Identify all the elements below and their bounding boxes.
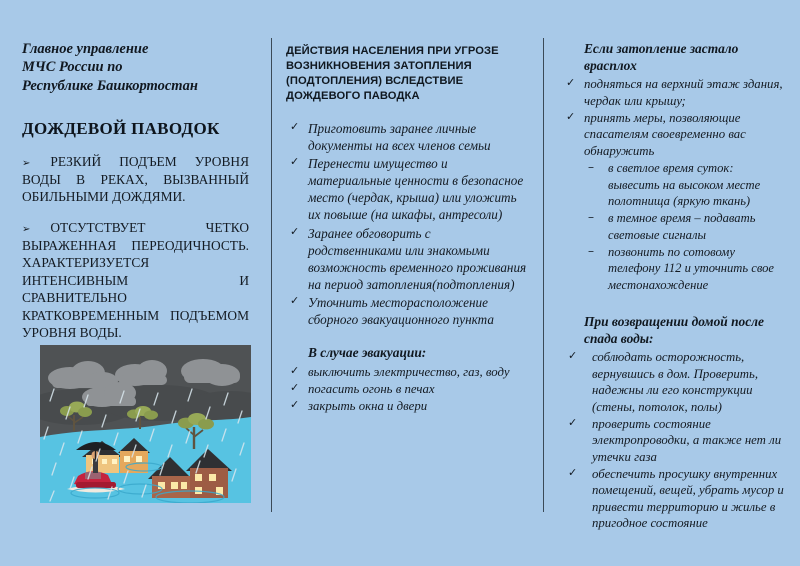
- middle-heading-line-4: ДОЖДЕВОГО ПАВОДКА: [286, 89, 420, 102]
- list-item: ✓ закрыть окна и двери: [286, 398, 527, 414]
- list-item: – позвонить по сотовому телефону 112 и уточнить свое местонахождение: [584, 244, 788, 293]
- middle-heading-line-1: ДЕЙСТВИЯ НАСЕЛЕНИЯ ПРИ УГРОЗЕ: [286, 45, 499, 57]
- list-item: ✓ принять меры, позволяющие спасателям своевременно вас обнаружить: [562, 110, 788, 159]
- organization-name: [22, 40, 249, 95]
- list-item: ✓ проверить состояние электропроводки, а также нет ли утечки газа: [562, 416, 788, 465]
- middle-column: [272, 0, 543, 566]
- middle-heading-line-2: ВОЗНИКНОВЕНИЯ ЗАТОПЛЕНИЯ: [286, 59, 472, 72]
- list-item: – в темное время – подавать световые сигналы: [584, 210, 788, 243]
- return-home-heading-line-2: спада воды:: [584, 331, 654, 347]
- surprise-heading-line-2: врасплох: [584, 58, 637, 74]
- return-home-heading-line-1: При возвращении домой после: [584, 314, 764, 330]
- definition-paragraph-1: [22, 153, 249, 205]
- right-column: [544, 0, 800, 566]
- middle-heading-line-3: (ПОДТОПЛЕНИЯ) ВСЛЕДСТВИЕ: [286, 74, 464, 87]
- list-item: ✓ погасить огонь в печах: [286, 381, 527, 397]
- arrow-bullet-icon: ➢: [22, 224, 31, 236]
- list-item: ✓ подняться на верхний этаж здания, чердак или крышу;: [562, 76, 788, 109]
- page-title: ДОЖДЕВОЙ ПАВОДОК: [22, 119, 220, 139]
- definition-paragraph-1-text: РЕЗКИЙ ПОДЪЕМ УРОВНЯ ВОДЫ В РЕКАХ, ВЫЗВАННЫЙ ОБИЛЬНЫМИ ДОЖДЯМИ.: [22, 154, 249, 205]
- arrow-bullet-icon: ➢: [22, 158, 31, 170]
- signal-methods-list: [584, 160, 788, 293]
- return-home-checklist: [562, 349, 788, 531]
- middle-column-heading: [286, 44, 527, 104]
- list-item: ✓ Перенести имущество и материальные ценности в безопасное место (чердак, крыша) или уложить их повыше (на шкафы, антресоли): [286, 155, 527, 224]
- surprise-flood-heading: [584, 40, 788, 74]
- surprise-heading-line-1: Если затопление застало: [584, 41, 739, 56]
- surprise-flood-checklist: [562, 76, 788, 159]
- flood-illustration: [40, 345, 251, 503]
- list-item: ✓ Заранее обговорить с родственниками или знакомыми возможность временного проживания на период затопления(подтопления): [286, 225, 527, 294]
- list-item: ✓ Уточнить месторасположение сборного эвакуационного пункта: [286, 294, 527, 328]
- list-item: ✓ обеспечить просушку внутренних помещений, вещей, убрать мусор и привести территорию и жилье в пригодное состояние: [562, 466, 788, 532]
- list-item: ✓ выключить электричество, газ, воду: [286, 364, 527, 380]
- organization-line-1: Главное управление: [22, 41, 149, 57]
- list-item: ✓ соблюдать осторожность, вернувшись в дом. Проверить, надежны ли его конструкции (стены, потолок, полы): [562, 349, 788, 415]
- list-item: ✓ Приготовить заранее личные документы на всех членов семьи: [286, 120, 527, 154]
- return-home-heading: [584, 313, 788, 347]
- definition-paragraph-2: [22, 219, 249, 341]
- evacuation-heading: В случае эвакуации:: [308, 345, 427, 361]
- organization-line-2: МЧС России по: [22, 59, 123, 76]
- preparation-checklist: [286, 120, 527, 329]
- list-item: – в светлое время суток: вывесить на высоком месте полотнища (яркую ткань): [584, 160, 788, 209]
- definition-paragraph-2-text: ОТСУТСТВУЕТ ЧЕТКО ВЫРАЖЕННАЯ ПЕРЕОДИЧНОСТЬ. ХАРАКТЕРИЗУЕТСЯ ИНТЕНСИВНЫМ И СРАВНИТЕЛЬНО КРАТКОВРЕМЕННЫМ ПОДЪЕМОМ УРОВНЯ ВОДЫ.: [22, 220, 249, 341]
- evacuation-checklist: [286, 364, 527, 415]
- organization-line-3: Республике Башкортостан: [22, 77, 198, 94]
